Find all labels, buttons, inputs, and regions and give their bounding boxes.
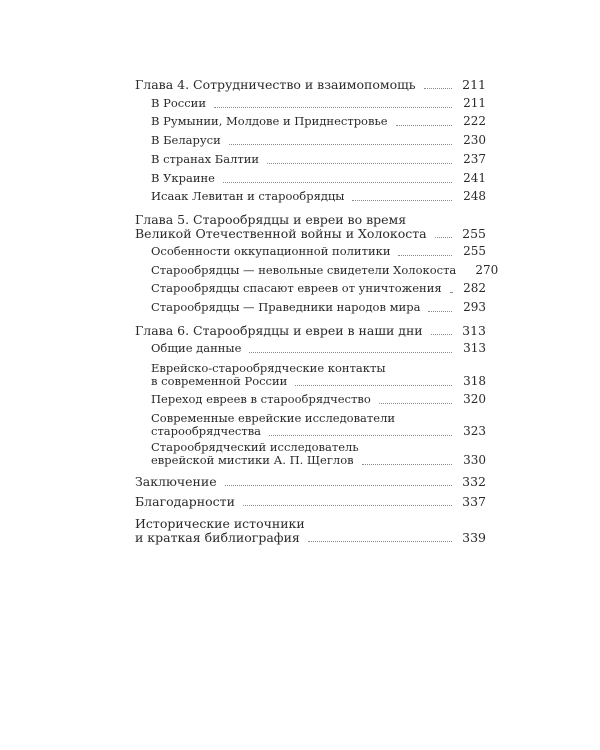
leader-dots [223,181,452,183]
toc-line [151,424,486,439]
toc-line [135,77,486,92]
leader-dots [431,333,452,335]
leader-dots [229,143,452,145]
toc-line [151,133,486,148]
toc-line [151,453,486,468]
toc-page-number: 211 [462,77,486,92]
leader-dots [435,236,452,238]
leader-dots [308,540,452,542]
toc-title: Глава 4. Сотрудничество и взаимопомощь [135,77,416,92]
toc-title: В Румынии, Молдове и Приднестровье [151,114,388,128]
leader-dots [267,162,452,164]
toc-page-number: 323 [463,424,486,438]
leader-dots [214,106,452,108]
toc-line [151,392,486,407]
toc-title: Заключение [135,474,217,489]
toc-page-number: 255 [462,226,486,241]
toc-page-number: 313 [462,323,486,338]
toc-title: В Украине [151,171,215,185]
toc-line [135,474,486,489]
toc-title: Исаак Левитан и старообрядцы [151,189,345,203]
toc-title: Старообрядцы — Праведники народов мира [151,300,421,314]
toc-line [151,171,486,186]
toc-page-number: 320 [463,392,486,406]
toc-line [151,263,499,278]
toc-line [151,244,486,259]
toc-line [135,212,486,227]
toc-page-number: 248 [463,189,486,203]
toc-title: Особенности оккупационной политики [151,244,391,258]
toc-title: и краткая библиография [135,530,300,545]
toc-line [135,516,486,531]
toc-page-number: 241 [463,171,486,185]
toc-page-number: 211 [463,96,486,110]
toc-page-number: 293 [463,300,486,314]
toc-line [151,189,486,204]
toc-page-number: 339 [462,530,486,545]
toc-page-number: 332 [462,474,486,489]
toc-line [135,530,486,545]
toc-title: Глава 6. Старообрядцы и евреи в наши дни [135,323,423,338]
toc-page-number: 230 [463,133,486,147]
toc-title: Великой Отечественной войны и Холокоста [135,226,427,241]
toc-line [151,114,486,129]
leader-dots [225,484,452,486]
leader-dots [450,291,452,293]
toc-title: Современные еврейские исследователи [151,411,396,425]
toc-line [135,323,486,338]
leader-dots [362,463,452,465]
toc-page-number: 282 [463,281,486,295]
toc-page-number: 313 [463,341,486,355]
toc-page-number: 337 [462,494,486,509]
toc-title: Общие данные [151,341,242,355]
toc-line [135,494,486,509]
leader-dots [352,199,452,201]
toc-title: еврейской мистики А. П. Щеглов [151,453,354,467]
leader-dots [295,384,452,386]
leader-dots [379,402,452,404]
leader-dots [243,504,452,506]
toc-line [151,374,486,389]
leader-dots [249,351,452,353]
leader-dots [396,124,452,126]
toc-page-number: 255 [463,244,486,258]
toc-page-number: 237 [463,152,486,166]
toc-title: В Беларуси [151,133,221,147]
leader-dots [428,310,452,312]
toc-title: Старообрядческий исследователь [151,440,359,454]
toc-page-number: 330 [463,453,486,467]
toc-page-number: 270 [475,263,499,277]
toc-title: Переход евреев в старообрядчество [151,392,371,406]
toc-line [151,152,486,167]
toc-title: В России [151,96,206,110]
toc-title: Старообрядцы спасают евреев от уничтожения [151,281,442,295]
toc-line [151,281,486,296]
toc-title: Старообрядцы — невольные свидетели Холокоста [151,263,457,277]
toc-title: Глава 5. Старообрядцы и евреи во время [135,212,407,227]
leader-dots [269,434,452,436]
toc-line [151,341,486,356]
toc-title: В странах Балтии [151,152,260,166]
toc-page-number: 222 [463,114,486,128]
toc-line [151,96,486,111]
toc-title: Еврейско-старообрядческие контакты [151,361,386,375]
toc-title: Исторические источники [135,516,305,531]
leader-dots [398,254,452,256]
toc-title: в современной России [151,374,288,388]
leader-dots [424,87,452,89]
toc-line [151,300,486,315]
toc-line [135,226,486,241]
toc-title: Благодарности [135,494,235,509]
toc-title: старообрядчества [151,424,262,438]
toc-page-number: 318 [463,374,486,388]
